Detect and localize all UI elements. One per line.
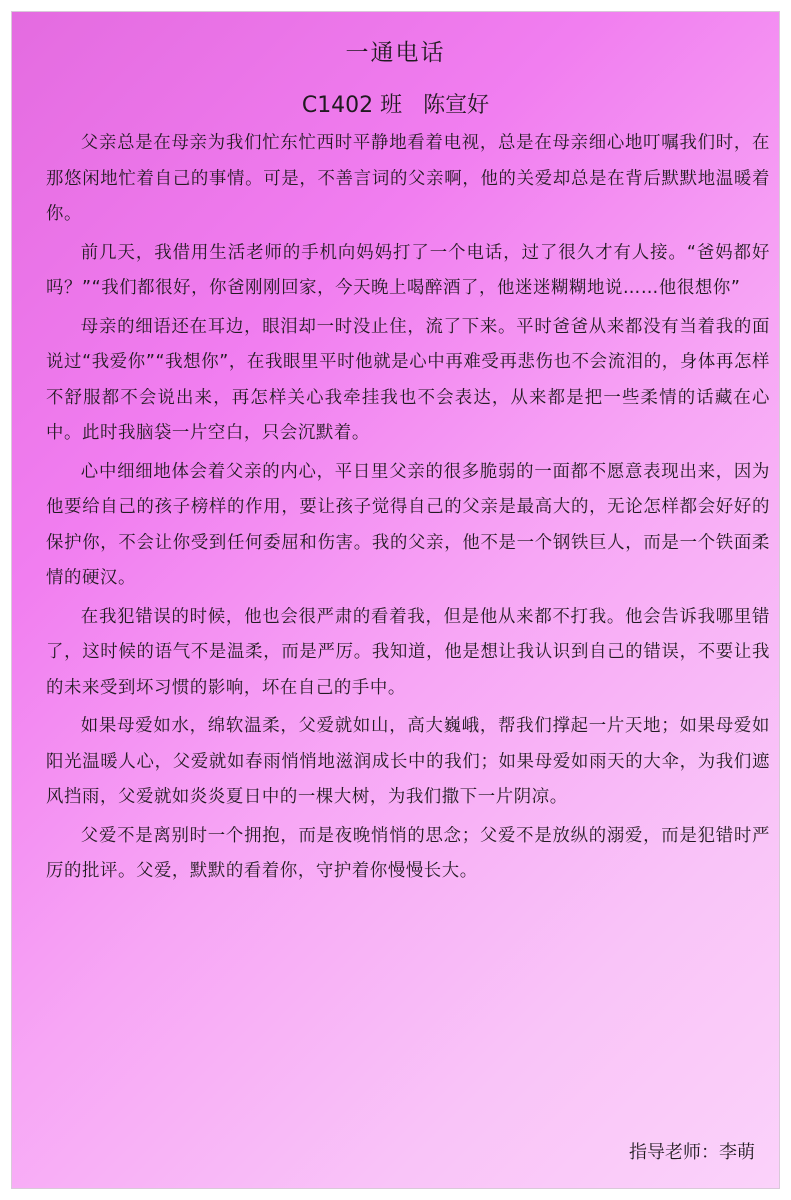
paragraph: 父爱不是离别时一个拥抱，而是夜晚悄悄的思念；父爱不是放纵的溺爱，而是犯错时严厉的批评。父爱，默默的看着你，守护着你慢慢长大。 bbox=[46, 825, 770, 881]
essay-page bbox=[11, 11, 780, 1189]
paragraph: 父亲总是在母亲为我们忙东忙西时平静地看着电视，总是在母亲细心地叮嘱我们时，在那悠闲地忙着自己的事情。可是，不善言词的父亲啊，他的关爱却总是在背后默默地温暖着你。 bbox=[46, 133, 770, 224]
teacher-signature: 指导老师：李萌 bbox=[629, 1142, 755, 1163]
paragraph: 在我犯错误的时候，他也会很严肃的看着我，但是他从来都不打我。他会告诉我哪里错了，这时候的语气不是温柔，而是严厉。我知道，他是想让我认识到自己的错误，不要让我的未来受到坏习惯的影响，坏在自己的手中。 bbox=[46, 606, 770, 698]
paragraph: 前几天，我借用生活老师的手机向妈妈打了一个电话，过了很久才有人接。“爸妈都好吗？”“我们都很好，你爸刚刚回家，今天晚上喝醉酒了，他迷迷糊糊地说……他很想你” bbox=[46, 242, 770, 298]
paragraph: 如果母爱如水，绵软温柔，父爱就如山，高大巍峨，帮我们撑起一片天地；如果母爱如阳光温暖人心，父爱就如春雨悄悄地滋润成长中的我们；如果母爱如雨天的大伞，为我们遮风挡雨，父爱就如炎炎夏日中的一棵大树，为我们撒下一片阴凉。 bbox=[46, 716, 770, 807]
essay-byline: C1402 班 陈宣好 bbox=[301, 93, 490, 118]
essay-title: 一通电话 bbox=[345, 40, 446, 66]
paragraph: 母亲的细语还在耳边，眼泪却一时没止住，流了下来。平时爸爸从来都没有当着我的面说过“我爱你”“我想你”，在我眼里平时他就是心中再难受再悲伤也不会流泪的，身体再怎样不舒服都不会说出来，再怎样关心我牵挂我也不会表达，从来都是把一些柔情的话藏在心中。此时我脑袋一片空白，只会沉默着。 bbox=[46, 316, 770, 443]
essay-body bbox=[46, 126, 770, 893]
paragraph: 心中细细地体会着父亲的内心，平日里父亲的很多脆弱的一面都不愿意表现出来，因为他要给自己的孩子榜样的作用，要让孩子觉得自己的父亲是最高大的，无论怎样都会好好的保护你，不会让你受到任何委屈和伤害。我的父亲，他不是一个钢铁巨人，而是一个铁面柔情的硬汉。 bbox=[46, 461, 770, 588]
